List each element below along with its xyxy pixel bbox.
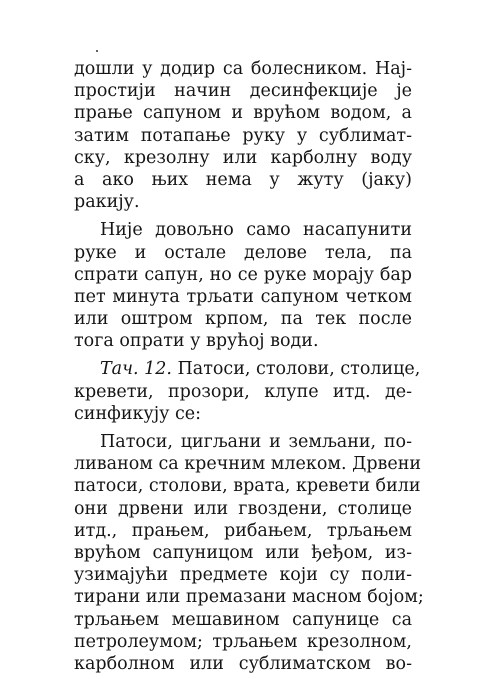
text-line: руке и остале делове тела, па xyxy=(74,242,412,263)
text-line: итд., прањем, рибањем, трљањем xyxy=(74,520,412,541)
page-text xyxy=(74,58,424,675)
section-number: Тач. 12. xyxy=(100,359,172,380)
text-line: тирани или премазани масном бојом; xyxy=(74,587,424,608)
text-line: карболном или сублиматском во- xyxy=(74,653,412,674)
text-line: тога опрати у врућој води. xyxy=(74,331,319,352)
text-line: кревети, прозори, клупе итд. де- xyxy=(74,381,412,402)
text-line: патоси, столови, врата, кревети били xyxy=(74,476,421,497)
text-line: или оштром крпом, па тек после xyxy=(74,309,412,330)
text-line: петролеумом; трљањем крезолном, xyxy=(74,631,412,652)
text-line: узимајући предмете који су поли- xyxy=(74,565,412,586)
text-line: прање сапуном и врућом водом, а xyxy=(74,103,412,124)
print-speck xyxy=(96,50,98,52)
text-line: простији начин десинфекције је xyxy=(74,81,412,102)
text-line: они дрвени или гвоздени, столице xyxy=(74,498,412,519)
section-heading-line xyxy=(74,358,421,380)
text-line: дошли у додир са болесником. Нај- xyxy=(74,59,412,79)
text-line: ракију. xyxy=(74,192,140,213)
text-line: синфикују се: xyxy=(74,403,202,424)
text-line: ску, крезолну или карболну воду xyxy=(74,147,412,168)
text-line: врућом сапуницом или ђеђом, из- xyxy=(74,542,412,563)
text-line: спрати сапун, но се руке морају бар xyxy=(74,264,412,285)
text-line: затим потапање руку у сублимат- xyxy=(74,125,412,146)
text-line: Није довољно само насапунити xyxy=(100,220,412,241)
text-line: Патоси, цигљани и земљани, по- xyxy=(100,432,412,452)
text-line: пет минута трљати сапуном четком xyxy=(74,286,412,307)
text-line: а ако њих нема у жуту (јаку) xyxy=(74,169,412,190)
section-heading-text: Патоси, столови, столице, xyxy=(171,359,421,380)
text-line: ливаном са кречним млеком. Дрвени xyxy=(74,454,422,475)
text-line: трљањем мешавином сапунице са xyxy=(74,609,412,630)
